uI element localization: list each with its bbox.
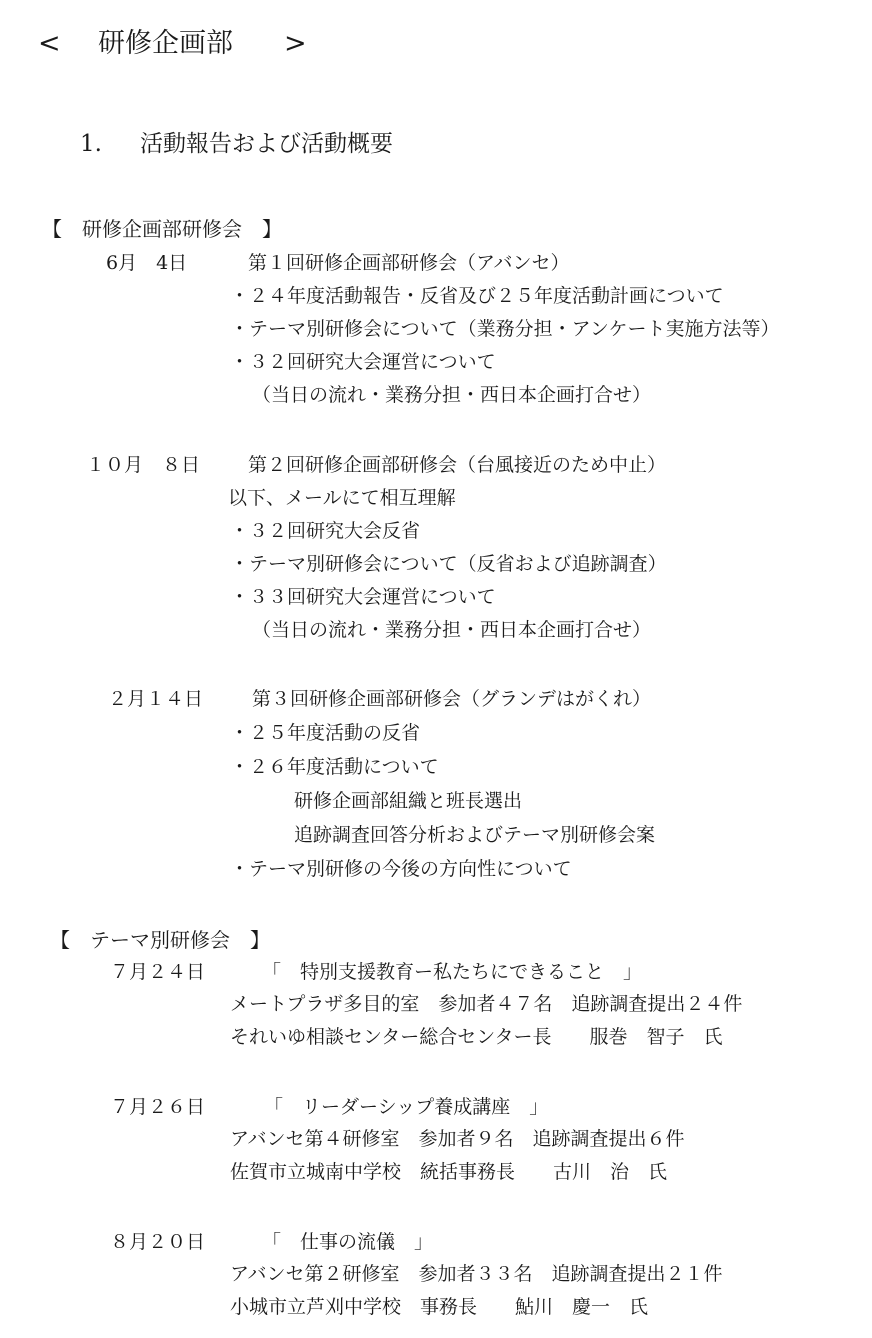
meeting-item: ・３２回研究大会運営について [230, 351, 496, 373]
meeting-item: ・２４年度活動報告・反省及び２５年度活動計画について [230, 285, 724, 307]
meeting-item: ・テーマ別研修会について（反省および追跡調査） [230, 553, 667, 575]
event-date: ８月２０日 [110, 1231, 206, 1253]
meeting-title: 第１回研修企画部研修会（アバンセ） [248, 252, 570, 274]
meeting-date: 6月 4日 [106, 252, 188, 274]
event-speaker: 小城市立芦刈中学校 事務長 鮎川 慶一 氏 [230, 1296, 649, 1318]
meeting-title: 第３回研修企画部研修会（グランデはがくれ） [252, 688, 652, 710]
meeting-item: ・テーマ別研修の今後の方向性について [230, 858, 572, 880]
page-title-close-bracket: > [284, 28, 307, 59]
meeting-item: 追跡調査回答分析およびテーマ別研修会案 [294, 824, 656, 846]
meeting-date: １０月 ８日 [86, 454, 201, 476]
meeting-note: 以下、メールにて相互理解 [228, 487, 456, 509]
meeting-title: 第２回研修企画部研修会（台風接近のため中止） [248, 454, 667, 476]
event-title: 「 仕事の流儀 」 [262, 1231, 434, 1253]
meeting-date: ２月１４日 [108, 688, 204, 710]
meeting-item: ・テーマ別研修会について（業務分担・アンケート実施方法等） [230, 318, 780, 340]
event-venue: アバンセ第４研修室 参加者９名 追跡調査提出６件 [230, 1128, 685, 1150]
section-title: 【 テーマ別研修会 】 [50, 928, 270, 952]
meeting-item: 研修企画部組織と班長選出 [294, 790, 523, 812]
event-speaker: 佐賀市立城南中学校 統括事務長 古川 治 氏 [230, 1161, 668, 1183]
event-title: 「 特別支援教育ー私たちにできること 」 [262, 961, 643, 983]
event-venue: メートプラザ多目的室 参加者４７名 追跡調査提出２４件 [230, 993, 743, 1015]
meeting-item: ・２５年度活動の反省 [230, 722, 421, 744]
meeting-item: （当日の流れ・業務分担・西日本企画打合せ） [252, 384, 652, 406]
meeting-item: ・２６年度活動について [230, 756, 439, 778]
meeting-item: ・３３回研究大会運営について [230, 586, 496, 608]
event-date: ７月２４日 [110, 961, 206, 983]
event-venue: アバンセ第２研修室 参加者３３名 追跡調査提出２１件 [230, 1263, 723, 1285]
section-title: 【 研修企画部研修会 】 [42, 217, 282, 241]
heading-text: 活動報告および活動概要 [140, 131, 393, 157]
meeting-item: （当日の流れ・業務分担・西日本企画打合せ） [252, 619, 652, 641]
page-title-open-bracket: < [38, 28, 61, 59]
heading-number: 1. [80, 131, 102, 157]
meeting-item: ・３２回研究大会反省 [230, 520, 421, 542]
event-speaker: それいゆ相談センター総合センター長 服巻 智子 氏 [230, 1026, 723, 1048]
event-title: 「 リーダーシップ養成講座 」 [264, 1096, 549, 1118]
page-title-text: 研修企画部 [98, 28, 233, 59]
event-date: ７月２６日 [110, 1096, 206, 1118]
